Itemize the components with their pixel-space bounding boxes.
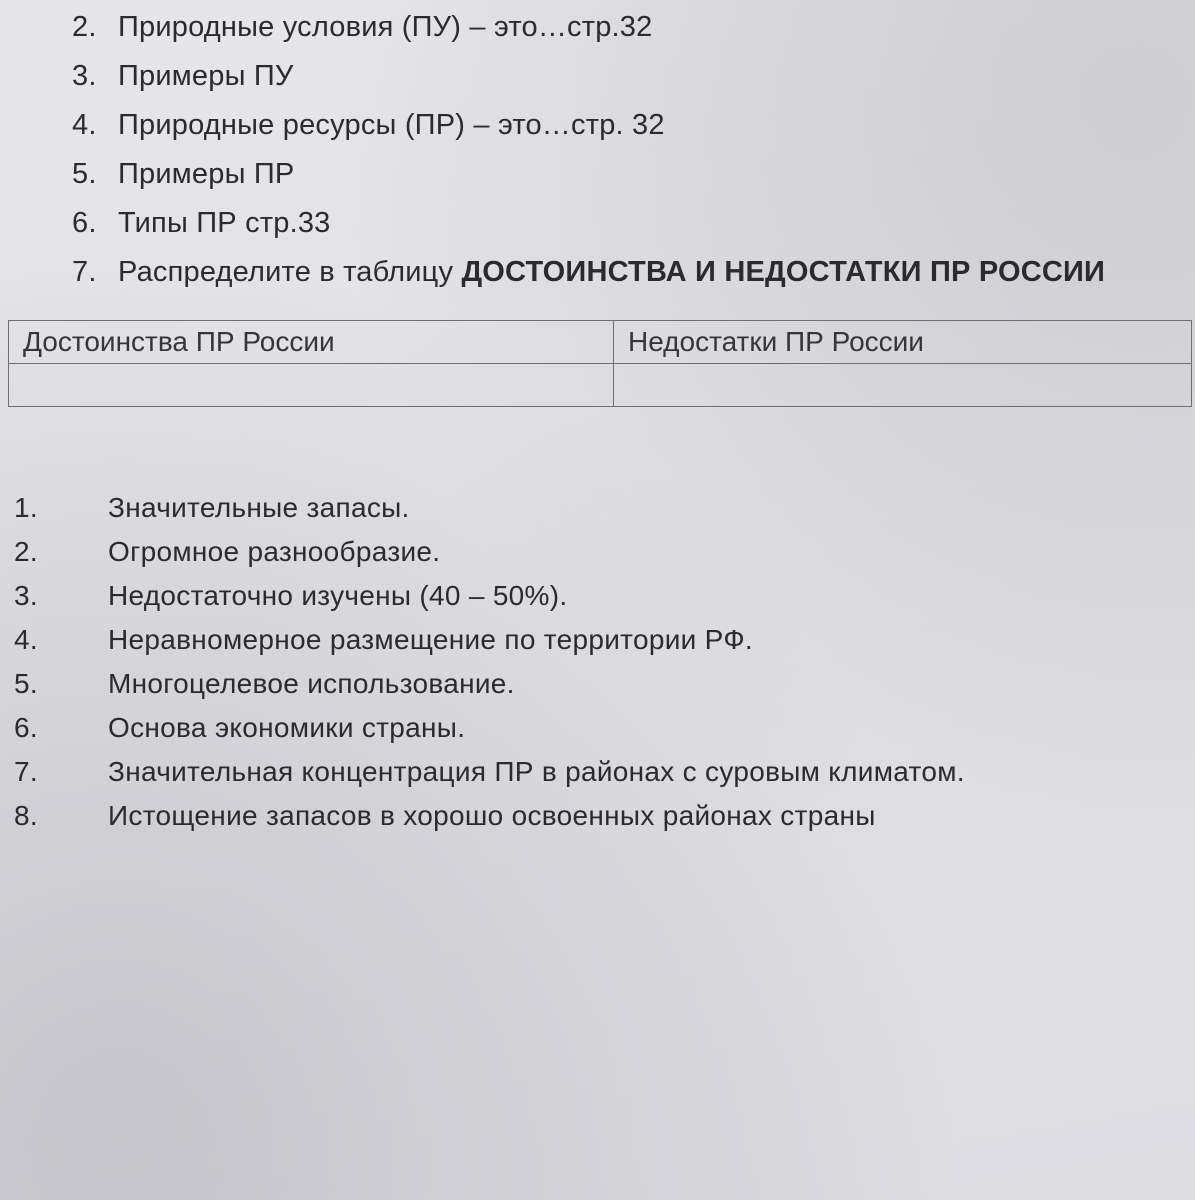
item-text: Значительные запасы. [108, 492, 410, 523]
task-list [72, 6, 1105, 300]
item-text: Основа экономики страны. [108, 712, 466, 743]
task-text: Примеры ПУ [118, 60, 294, 92]
item-number: 7. [14, 756, 38, 787]
task-number: 7. [72, 256, 97, 288]
task-item [72, 55, 1105, 104]
cons-cell[interactable] [614, 364, 1192, 407]
pros-header: Достоинства ПР России [9, 321, 614, 364]
task-bold-text: ДОСТОИНСТВА И НЕДОСТАТКИ ПР РОССИИ [461, 256, 1106, 288]
item-text: Истощение запасов в хорошо освоенных районах страны [108, 800, 876, 831]
task-item [72, 202, 1105, 251]
list-item [14, 706, 965, 750]
task-item [72, 251, 1105, 300]
cons-header: Недостатки ПР России [614, 321, 1192, 364]
item-text: Огромное разнообразие. [108, 536, 441, 567]
item-text: Недостаточно изучены (40 – 50%). [108, 580, 568, 611]
list-item [14, 530, 965, 574]
item-text: Неравномерное размещение по территории РФ. [108, 624, 753, 655]
list-item [14, 794, 965, 838]
task-item [72, 153, 1105, 202]
pros-cons-table [8, 320, 1192, 407]
task-text: Природные ресурсы (ПР) – это…стр. 32 [118, 109, 665, 141]
item-number: 4. [14, 624, 38, 655]
item-number: 3. [14, 580, 38, 611]
list-item [14, 618, 965, 662]
list-item [14, 486, 965, 530]
item-number: 8. [14, 800, 38, 831]
task-text: Распределите в таблицу [118, 256, 462, 288]
item-number: 5. [14, 668, 38, 699]
task-number: 4. [72, 109, 97, 141]
list-item [14, 662, 965, 706]
item-number: 1. [14, 492, 38, 523]
task-number: 3. [72, 60, 97, 92]
task-text: Природные условия (ПУ) – это…стр.32 [118, 11, 653, 43]
list-item [14, 750, 965, 794]
item-text: Значительная концентрация ПР в районах с суровым климатом. [108, 756, 965, 787]
task-text: Примеры ПР [118, 158, 295, 190]
task-item [72, 104, 1105, 153]
table-header-row [9, 321, 1192, 364]
task-number: 2. [72, 11, 97, 43]
list-item [14, 574, 965, 618]
item-number: 6. [14, 712, 38, 743]
task-number: 6. [72, 207, 97, 239]
pros-cell[interactable] [9, 364, 614, 407]
task-item [72, 6, 1105, 55]
item-number: 2. [14, 536, 38, 567]
items-list [14, 486, 965, 838]
task-number: 5. [72, 158, 97, 190]
item-text: Многоцелевое использование. [108, 668, 515, 699]
table-row [9, 364, 1192, 407]
task-text: Типы ПР стр.33 [118, 207, 331, 239]
